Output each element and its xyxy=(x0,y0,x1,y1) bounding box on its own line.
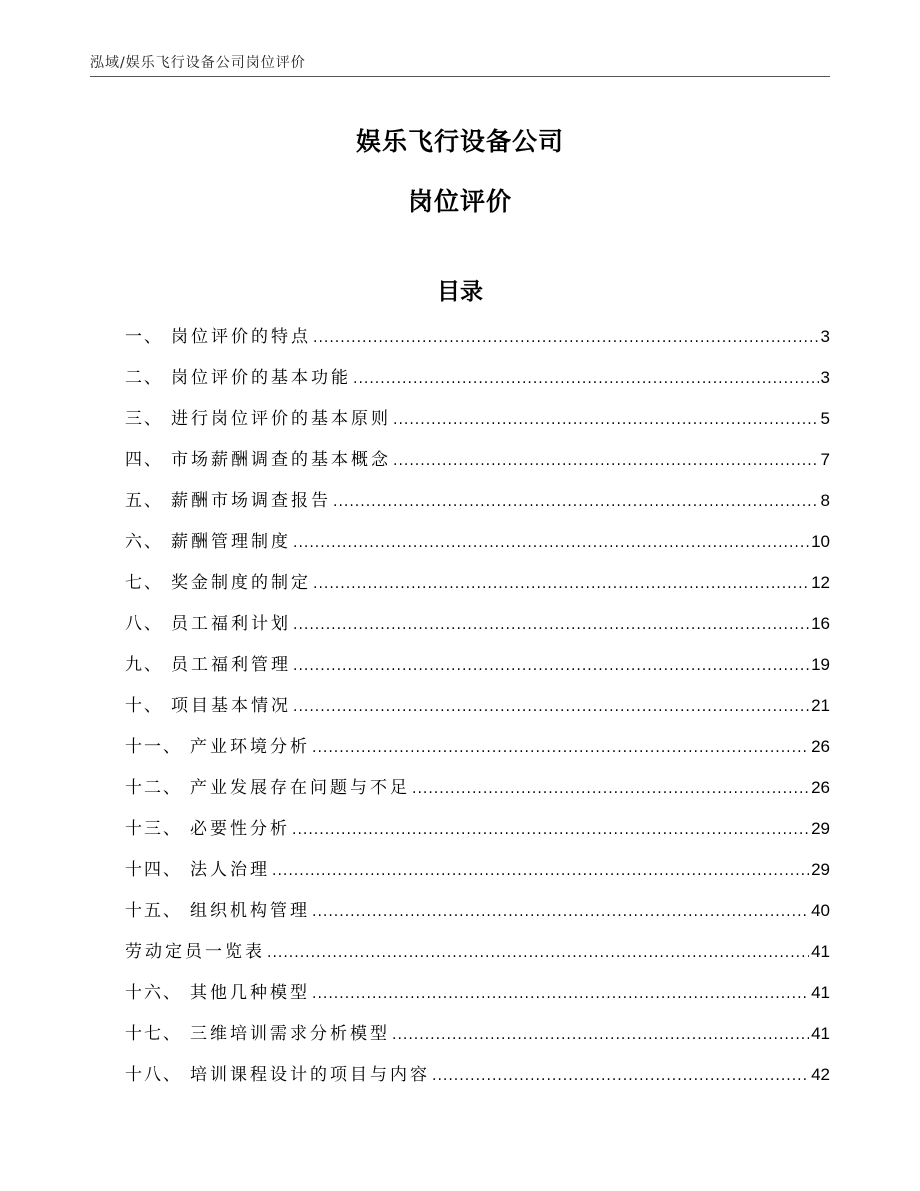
toc-entry-page: 40 xyxy=(811,901,830,920)
toc-entry-title: 产业发展存在问题与不足 xyxy=(190,778,410,798)
toc-entry-title: 岗位评价的特点 xyxy=(171,327,311,347)
toc-entry-title: 必要性分析 xyxy=(190,819,290,839)
toc-entry-title: 岗位评价的基本功能 xyxy=(171,368,351,388)
toc-heading: 目录 xyxy=(437,279,483,305)
toc-entry-page: 29 xyxy=(811,819,830,838)
toc-dot-leader xyxy=(393,444,819,478)
toc-dot-leader xyxy=(392,1018,809,1052)
toc-entry[interactable] xyxy=(125,1017,830,1058)
toc-entry-page: 26 xyxy=(811,737,830,756)
toc-dot-leader xyxy=(393,403,819,437)
toc-dot-leader xyxy=(267,936,809,970)
toc-entry-page: 7 xyxy=(820,450,830,469)
toc-entry[interactable] xyxy=(125,443,830,484)
toc-entry[interactable] xyxy=(125,648,830,689)
toc-entry[interactable] xyxy=(125,525,830,566)
toc-entry-title: 薪酬市场调查报告 xyxy=(171,491,331,511)
toc-entry-title: 薪酬管理制度 xyxy=(171,532,291,552)
running-header: 泓域/娱乐飞行设备公司岗位评价 xyxy=(90,55,306,71)
toc-entry-title: 其他几种模型 xyxy=(190,983,310,1003)
toc-entry-title: 组织机构管理 xyxy=(190,901,310,921)
toc-entry-page: 41 xyxy=(811,942,830,961)
toc-dot-leader xyxy=(312,895,809,929)
toc-entry-page: 29 xyxy=(811,860,830,879)
toc-entry[interactable] xyxy=(125,976,830,1017)
toc-dot-leader xyxy=(293,649,809,683)
toc-entry-number: 七、 xyxy=(125,573,163,593)
toc-entry-title: 奖金制度的制定 xyxy=(171,573,311,593)
toc-entry-number: 十、 xyxy=(125,696,163,716)
toc-entry-number: 九、 xyxy=(125,655,163,675)
toc-entry[interactable] xyxy=(125,402,830,443)
toc-entry-page: 16 xyxy=(811,614,830,633)
toc-entry-number: 二、 xyxy=(125,368,163,388)
toc-entry-number: 十七、 xyxy=(125,1024,182,1044)
toc-dot-leader xyxy=(313,567,809,601)
toc-entry-title: 劳动定员一览表 xyxy=(125,942,265,962)
toc-entry-number: 十二、 xyxy=(125,778,182,798)
header-divider xyxy=(90,76,830,77)
toc-entry[interactable] xyxy=(125,853,830,894)
toc-entry-page: 41 xyxy=(811,1024,830,1043)
toc-dot-leader xyxy=(272,854,809,888)
toc-entry[interactable] xyxy=(125,320,830,361)
toc-entry-page: 42 xyxy=(811,1065,830,1084)
toc-entry-page: 10 xyxy=(811,532,830,551)
toc-entry-title: 培训课程设计的项目与内容 xyxy=(190,1065,430,1085)
toc-entry-page: 26 xyxy=(811,778,830,797)
toc-entry[interactable] xyxy=(125,894,830,935)
toc-entry-page: 12 xyxy=(811,573,830,592)
toc-entry-number: 十一、 xyxy=(125,737,182,757)
toc-entry-number: 五、 xyxy=(125,491,163,511)
toc-entry-page: 5 xyxy=(820,409,830,428)
toc-entry-title: 项目基本情况 xyxy=(171,696,291,716)
toc-dot-leader xyxy=(412,772,809,806)
toc-entry-number: 六、 xyxy=(125,532,163,552)
toc-entry-title: 法人治理 xyxy=(190,860,270,880)
toc-entry-page: 3 xyxy=(820,327,830,346)
toc-dot-leader xyxy=(312,977,809,1011)
toc-entry-number: 四、 xyxy=(125,450,163,470)
toc-entry-page: 21 xyxy=(811,696,830,715)
toc-dot-leader xyxy=(312,731,809,765)
toc-entry[interactable] xyxy=(125,361,830,402)
document-title: 娱乐飞行设备公司 xyxy=(355,127,564,156)
toc-entry[interactable] xyxy=(125,812,830,853)
toc-entry-title: 三维培训需求分析模型 xyxy=(190,1024,390,1044)
toc-dot-leader xyxy=(293,608,809,642)
toc-entry[interactable] xyxy=(125,730,830,771)
toc-entry-title: 员工福利计划 xyxy=(171,614,291,634)
toc-entry[interactable] xyxy=(125,607,830,648)
toc-dot-leader xyxy=(292,813,809,847)
toc-entry-title: 员工福利管理 xyxy=(171,655,291,675)
toc-entry-title: 市场薪酬调查的基本概念 xyxy=(171,450,391,470)
toc-entry[interactable] xyxy=(125,689,830,730)
toc-entry-number: 十三、 xyxy=(125,819,182,839)
toc-entry-number: 一、 xyxy=(125,327,163,347)
toc-entry-number: 三、 xyxy=(125,409,163,429)
toc-entry-number: 十五、 xyxy=(125,901,182,921)
toc-dot-leader xyxy=(333,485,819,519)
toc-entry-number: 十六、 xyxy=(125,983,182,1003)
toc-entry-title: 进行岗位评价的基本原则 xyxy=(171,409,391,429)
toc-dot-leader xyxy=(293,526,809,560)
document-subtitle: 岗位评价 xyxy=(407,187,512,216)
toc-entry-page: 3 xyxy=(820,368,830,387)
table-of-contents xyxy=(125,320,830,1099)
toc-entry-number: 十四、 xyxy=(125,860,182,880)
toc-dot-leader xyxy=(353,362,819,396)
toc-dot-leader xyxy=(313,321,819,355)
toc-dot-leader xyxy=(293,690,809,724)
toc-entry[interactable] xyxy=(125,484,830,525)
toc-entry-page: 41 xyxy=(811,983,830,1002)
toc-entry-title: 产业环境分析 xyxy=(190,737,310,757)
toc-entry-number: 八、 xyxy=(125,614,163,634)
toc-entry[interactable] xyxy=(125,935,830,976)
toc-entry-number: 十八、 xyxy=(125,1065,182,1085)
toc-entry-page: 19 xyxy=(811,655,830,674)
toc-entry-page: 8 xyxy=(820,491,830,510)
toc-entry[interactable] xyxy=(125,1058,830,1099)
toc-entry[interactable] xyxy=(125,566,830,607)
toc-entry[interactable] xyxy=(125,771,830,812)
toc-dot-leader xyxy=(432,1059,809,1093)
